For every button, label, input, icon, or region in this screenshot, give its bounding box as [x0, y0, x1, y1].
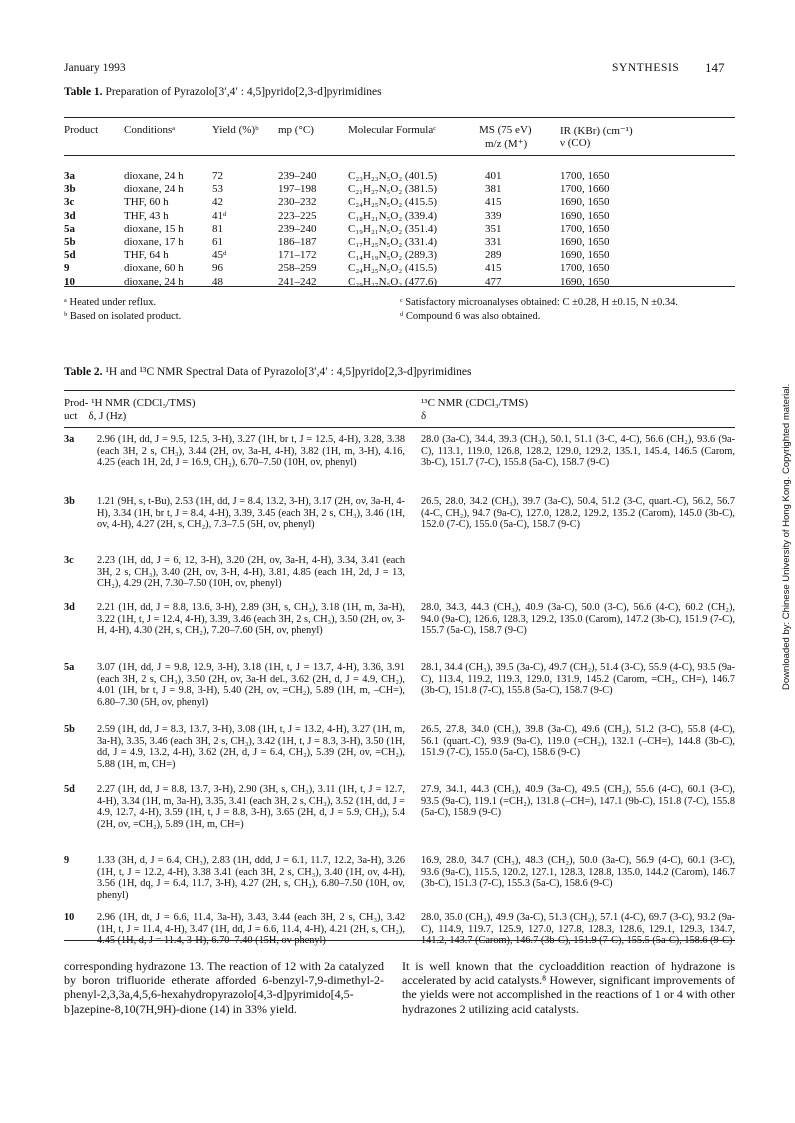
running-header-date: January 1993	[64, 62, 126, 74]
table1-cell-formula: C₁₇H₂₅N₅O₂ (331.4)	[348, 236, 438, 248]
footnote-c: ᶜ Satisfactory microanalyses obtained: C ±0.28, H ±0.15, N ±0.34.	[400, 297, 679, 308]
table1-cell-yield: 53	[212, 183, 223, 196]
table2-cell-13c-nmr: 28.0 (3a-C), 34.4, 39.3 (CH₃), 50.1, 51.1 (3-C, 4-C), 56.6 (CH₂), 93.6 (9a-C), 113.1, 119.0, 126.8, 128.2, 129.0, 129.2, 135.1, 145.4, 146.5 (Carom, 3b-C), 151.7 (7-C), 155.8 (5a-C), 158.7 (9-C)	[421, 434, 735, 469]
table2-cell-product: 3a	[64, 434, 75, 445]
table1-cell-mp: 230–232	[278, 196, 317, 209]
table2-col1-head1: Prod- ¹H NMR (CDCl₃/TMS)	[64, 397, 196, 409]
table1-cell-product: 5a	[64, 222, 75, 235]
col-mp: mp (°C)	[278, 124, 314, 136]
table2-cell-product: 5d	[64, 784, 75, 795]
page-number: 147	[705, 60, 725, 75]
table2-top-rule	[64, 390, 735, 391]
col-product: Product	[64, 124, 99, 136]
col-formula: Molecular Formulaᶜ	[348, 124, 437, 136]
table1-cell-mp: 197–198	[278, 183, 317, 196]
table1-cell-ir: 1690, 1650	[560, 249, 610, 262]
table1-cell-mp: 239–240	[278, 222, 317, 235]
table2-bottom-rule	[64, 940, 735, 941]
table1-cell-product: 5d	[64, 249, 76, 262]
table1-cell-ms: 381	[485, 183, 502, 196]
table2-header-rule	[64, 427, 735, 428]
table2-cell-1h-nmr: 2.59 (1H, dd, J = 8.3, 13.7, 3-H), 3.08 (1H, t, J = 13.2, 4-H), 3.27 (1H, m, 3a-H), 3.35, 3.46 (each 3H, 2 s, CH₃), 3.42 (1H, t, J = 8.3, 3-H), 3.50 (1H, dd, J = 4.9, 13.2, 4-H), 3.62 (2H, d, J = 6.4, CH₂), 5.39 (2H, ov, =CH₂), 5.88 (1H, m, CH=)	[97, 724, 405, 770]
table1-cell-yield: 42	[212, 196, 223, 209]
table1-cell-product: 3a	[64, 170, 75, 182]
table2-cell-1h-nmr: 2.27 (1H, dd, J = 8.8, 13.7, 3-H), 2.90 (3H, s, CH₃), 3.11 (1H, t, J = 12.7, 4-H), 3.34 (1H, m, 3a-H), 3.35, 3.41 (each 3H, 2 s, CH₃), 3.52 (1H, dd, J = 4.9, 12.7, 4-H), 3.59 (1H, t, J = 8.8, 3-H), 3.65 (2H, d, J = 5.9, CH₂), 5.4 (2H, ov, =CH₂), 5.89 (1H, m, CH=)	[97, 784, 405, 830]
table1-label: Table 1.	[64, 86, 103, 98]
download-notice-text: Downloaded by: Chinese University of Hong Kong. Copyrighted material.	[781, 383, 792, 690]
table1-cell-formula: C₁₄H₁₉N₅O₂ (289.3)	[348, 249, 438, 262]
table2-cell-product: 5b	[64, 724, 75, 735]
table1-cell-conditions: THF, 43 h	[124, 209, 169, 222]
table1-cell-product: 3d	[64, 209, 76, 222]
table2-cell-product: 3b	[64, 496, 75, 507]
table1-cell-mp: 241–242	[278, 275, 317, 288]
footnote-a: ᵃ Heated under reflux.	[64, 297, 157, 308]
col-ms: MS (75 eV)	[479, 124, 532, 136]
table1-cell-formula: C₂₉H₂₇N₅O₂ (477.6)	[348, 275, 438, 288]
table2-caption	[64, 366, 472, 378]
table1-cell-ms: 415	[485, 196, 502, 209]
table1-cell-ms: 351	[485, 222, 502, 235]
table1-cell-ir: 1700, 1650	[560, 262, 610, 275]
table1-cell-yield: 61	[212, 236, 223, 248]
table1-cell-ir: 1690, 1650	[560, 209, 610, 222]
table1-cell-ms: 289	[485, 249, 502, 262]
table1-cell-ir: 1690, 1650	[560, 236, 610, 248]
running-header-journal: SYNTHESIS	[612, 62, 680, 74]
table1-cell-formula: C₂₁H₂₇N₅O₂ (381.5)	[348, 183, 438, 196]
table1-cell-product: 3c	[64, 196, 75, 209]
table2-col1-head2: uct δ, J (Hz)	[64, 410, 127, 422]
table1-cell-yield: 96	[212, 262, 223, 275]
table1-cell-formula: C₂₄H₂₅N₅O₂ (415.5)	[348, 262, 438, 275]
table1-cell-formula: C₁₈H₂₁N₅O₂ (339.4)	[348, 209, 438, 222]
table1-cell-ir: 1700, 1660	[560, 183, 610, 196]
table1-cell-conditions: THF, 64 h	[124, 249, 169, 262]
table2-cell-product: 9	[64, 855, 70, 866]
table2-cell-13c-nmr: 16.9, 28.0, 34.7 (CH₃), 48.3 (CH₂), 50.0 (3a-C), 56.9 (4-C), 60.1 (3-C), 93.6 (9a-C), 115.5, 120.2, 127.1, 128.3, 128.8, 135.0, 144.2 (Carom), 146.7 (3b-C), 151.3 (7-C), 155.3 (5a-C), 158.6 (9-C)	[421, 855, 735, 890]
table1-title: Preparation of Pyrazolo[3′,4′ : 4,5]pyrido[2,3-d]pyrimidines	[105, 86, 382, 98]
table2-cell-1h-nmr: 2.96 (1H, dt, J = 6.6, 11.4, 3a-H), 3.43, 3.44 (each 3H, 2 s, CH₃), 3.42 (1H, t, J = 11.4, 4-H), 3.47 (1H, dd, J = 6.6, 11.4, 4-H), 4.21 (2H, s, CH₂), 4.45 (1H, d, J = 11.4, 3-H), 6.70–7.40 (15H, ov phenyl)	[97, 912, 405, 947]
table1-cell-conditions: dioxane, 24 h	[124, 170, 184, 182]
table2-cell-1h-nmr: 2.21 (1H, dd, J = 8.8, 13.6, 3-H), 2.89 (3H, s, CH₃), 3.18 (1H, m, 3a-H), 3.22 (1H, t, J = 12.4, 4-H), 3.39, 3.46 (each 3H, 2 s, CH₃), 3.50 (2H, ov, 3-H, 4-H), 4.30 (2H, s, CH₂), 7.20–7.60 (5H, ov, phenyl)	[97, 602, 405, 637]
table2-cell-1h-nmr: 2.23 (1H, dd, J = 6, 12, 3-H), 3.20 (2H, ov, 3a-H, 4-H), 3.34, 3.41 (each 3H, 2 s, CH₃), 3.40 (2H, ov, 3-H, 4-H), 3.81, 4.85 (each 1H, 2d, J = 13, CH₂), 4.29 (2H, 7.30–7.50 (10H, ov, phenyl)	[97, 555, 405, 590]
table1-cell-mp: 171–172	[278, 249, 317, 262]
table1-cell-product: 10	[64, 275, 75, 288]
table2-title: ¹H and ¹³C NMR Spectral Data of Pyrazolo[3′,4′ : 4,5]pyrido[2,3-d]pyrimidines	[105, 366, 472, 378]
col-ir-sub: ν (CO)	[560, 137, 591, 149]
table2-cell-1h-nmr: 1.21 (9H, s, t-Bu), 2.53 (1H, dd, J = 8.4, 13.2, 3-H), 3.17 (2H, ov, 3a-H, 4-H), 3.34 (1H, br t, J = 8.4, 4-H), 3.39, 3.45 (each 3H, 2 s, CH₃), 3.46 (1H, ov, 4-H), 4.27 (2H, s, CH₂), 7.3–7.5 (5H, ov, phenyl)	[97, 496, 405, 531]
table1-cell-ir: 1690, 1650	[560, 196, 610, 209]
table1-cell-yield: 81	[212, 222, 223, 235]
table1-cell-ms: 401	[485, 170, 502, 182]
table2-col2-head2: δ	[421, 410, 427, 422]
table1-cell-conditions: dioxane, 24 h	[124, 275, 184, 288]
table1-header-rule	[64, 155, 735, 156]
col-ir: IR (KBr) (cm⁻¹)	[560, 125, 633, 137]
table2-cell-13c-nmr: 28.0, 34.3, 44.3 (CH₃), 40.9 (3a-C), 50.0 (3-C), 56.6 (4-C), 60.2 (CH₂), 94.0 (9a-C), 126.6, 128.3, 129.2, 135.0 (Carom), 147.2 (3b-C), 151.9 (7-C), 155.7 (5a-C), 158.7 (9-C)	[421, 602, 735, 637]
table1-cell-ms: 477	[485, 275, 502, 288]
table1-cell-mp: 239–240	[278, 170, 317, 182]
table1-caption	[64, 86, 382, 98]
table1-cell-product: 9	[64, 262, 70, 275]
table2-cell-product: 10	[64, 912, 75, 923]
table1-cell-ms: 339	[485, 209, 502, 222]
table1-cell-conditions: dioxane, 24 h	[124, 183, 184, 196]
table2-cell-13c-nmr: 27.9, 34.1, 44.3 (CH₃), 40.9 (3a-C), 49.5 (CH₂), 55.6 (4-C), 60.1 (3-C), 93.5 (9a-C), 119.1 (=CH₂), 131.8 (–CH=), 147.1 (9b-C), 151.8 (7-C), 155.8 (5a-C), 158.9 (9-C)	[421, 784, 735, 819]
table2-cell-product: 3c	[64, 555, 74, 566]
table2-cell-1h-nmr: 1.33 (3H, d, J = 6.4, CH₃), 2.83 (1H, ddd, J = 6.1, 11.7, 12.2, 3a-H), 3.26 (1H, t, J = 12.2, 4-H), 3.38 3.41 (each 3H, 2 s, CH₃), 3.40 (1H, ov, 4-H), 3.56 (1H, dq, J = 6.4, 11.7, 3-H), 4.27 (2H, s, CH₂), 6.80–7.50 (10H, ov, phenyl)	[97, 855, 405, 901]
table1-cell-formula: C₁₉H₂₁N₅O₂ (351.4)	[348, 222, 438, 235]
table2-label: Table 2.	[64, 366, 103, 378]
table1-cell-conditions: dioxane, 15 h	[124, 222, 184, 235]
table1-cell-yield: 48	[212, 275, 223, 288]
body-text-right: It is well known that the cycloaddition reaction of hydrazone is accelerated by acid catalysts.⁸ However, significant improvements of the yields were not accomplished in the reactions of 1 or 4 with other hydrazones 2 utilizing acid catalysts.	[402, 959, 735, 1016]
table1-cell-ir: 1700, 1650	[560, 222, 610, 235]
col-yield: Yield (%)ᵇ	[212, 124, 259, 136]
table1-cell-ir: 1690, 1650	[560, 275, 610, 288]
col-ms-sub: m/z (M⁺)	[485, 138, 528, 150]
table2-cell-13c-nmr: 28.0, 35.0 (CH₃), 49.9 (3a-C), 51.3 (CH₂), 57.1 (4-C), 69.7 (3-C), 93.2 (9a-C), 114.9, 119.7, 125.9, 127.0, 127.8, 128.3, 128.6, 129.1, 129.3, 134.7, 141.2, 143.7 (Carom), 146.7 (3b-C), 151.9 (7-C), 155.5 (5a-C), 158.6 (9-C)	[421, 912, 735, 947]
table1-cell-product: 5b	[64, 236, 76, 248]
table1-cell-formula: C₂₃H₂₃N₅O₂ (401.5)	[348, 170, 438, 182]
table1-cell-conditions: dioxane, 60 h	[124, 262, 184, 275]
table2-cell-1h-nmr: 3.07 (1H, dd, J = 9.8, 12.9, 3-H), 3.18 (1H, t, J = 13.7, 4-H), 3.36, 3.91 (each 3H, 2 s, CH₃), 3.50 (2H, ov, 3a-H del., 3.62 (2H, d, J = 4.9, CH₂), 4.01 (1H, br t, J = 9.8, 3-H), 5.40 (2H, ov, =CH₂), 5.89 (1H, m, –CH=), 6.80–7.30 (5H, ov, phenyl)	[97, 662, 405, 708]
table2-cell-product: 3d	[64, 602, 75, 613]
table2-col2-head1: ¹³C NMR (CDCl₃/TMS)	[421, 397, 529, 409]
table1-cell-product: 3b	[64, 183, 76, 196]
table1-cell-yield: 41ᵈ	[212, 209, 227, 222]
table1-cell-ms: 415	[485, 262, 502, 275]
footnote-d: ᵈ Compound 6 was also obtained.	[400, 311, 541, 322]
table2-cell-13c-nmr: 26.5, 28.0, 34.2 (CH₃), 39.7 (3a-C), 50.4, 51.2 (3-C, quart.-C), 56.2, 56.7 (4-C, CH₂), 94.7 (9a-C), 127.0, 128.2, 129.2, 135.2 (Carom), 145.0 (3b-C), 152.0 (7-C), 155.0 (5a-C), 158.7 (9-C)	[421, 496, 735, 531]
table1-cell-conditions: THF, 60 h	[124, 196, 169, 209]
table1-cell-ms: 331	[485, 236, 502, 248]
table1-cell-mp: 258–259	[278, 262, 317, 275]
download-notice	[770, 383, 792, 780]
footnote-b: ᵇ Based on isolated product.	[64, 311, 182, 322]
table1-cell-mp: 223–225	[278, 209, 317, 222]
col-conditions: Conditionsᵃ	[124, 124, 176, 136]
table1-cell-ir: 1700, 1650	[560, 170, 610, 182]
table2-cell-13c-nmr: 28.1, 34.4 (CH₃), 39.5 (3a-C), 49.7 (CH₂), 51.4 (3-C), 55.9 (4-C), 93.5 (9a-C), 113.4, 119.2, 119.3, 129.0, 131.9, 145.2 (Carom, =CH₂, CH=), 146.7 (3b-C), 151.8 (7-C), 155.8 (5a-C), 158.7 (9-C)	[421, 662, 735, 697]
table1-cell-yield: 72	[212, 170, 223, 182]
table1-top-rule	[64, 117, 735, 118]
body-text-left: corresponding hydrazone 13. The reaction of 12 with 2a catalyzed by boron trifluoride etherate afforded 6-benzyl-7,9-dimethyl-2-phenyl-2,3,3a,4,5,6-hexahydropyrazolo[4,3-d]pyrimido[4,5-b]azepine-8,10(7H,9H)-dione (14) in 33% yield.	[64, 959, 384, 1016]
table1-cell-conditions: dioxane, 17 h	[124, 236, 184, 248]
table1-cell-yield: 45ᵈ	[212, 249, 227, 262]
table2-cell-1h-nmr: 2.96 (1H, dd, J = 9.5, 12.5, 3-H), 3.27 (1H, br t, J = 12.5, 4-H), 3.28, 3.38 (each 3H, 2 s, CH₃), 3.44 (2H, ov, 3a-H, 4-H), 3.82 (1H, m, 3-H), 4.16, 4.25 (each 1H, 2d, J = 16.9, CH₂), 6.70–7.50 (10H, ov, phenyl)	[97, 434, 405, 469]
table2-cell-13c-nmr: 26.5, 27.8, 34.0 (CH₃), 39.8 (3a-C), 49.6 (CH₂), 51.2 (3-C), 55.8 (4-C), 56.1 (quart.-C), 93.9 (9a-C), 119.0 (=CH₂), 132.1 (–CH=), 144.8 (3b-C), 151.9 (7-C), 155.0 (5a-C), 158.6 (9-C)	[421, 724, 735, 759]
table1-bottom-rule	[64, 286, 735, 287]
table1-cell-formula: C₂₄H₂₅N₅O₂ (415.5)	[348, 196, 438, 209]
table1-cell-mp: 186–187	[278, 236, 317, 248]
table2-cell-product: 5a	[64, 662, 75, 673]
